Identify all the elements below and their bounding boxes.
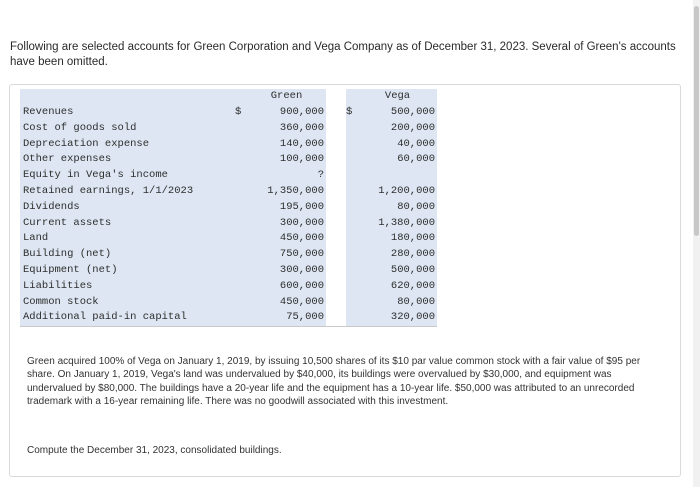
- column-gap: [326, 184, 346, 200]
- vega-currency-symbol: [346, 168, 360, 184]
- vega-currency-symbol: [346, 137, 360, 153]
- vega-value: 500,000: [360, 263, 437, 279]
- green-value: 75,000: [249, 310, 326, 326]
- column-gap: [326, 200, 346, 216]
- green-currency-symbol: [235, 279, 249, 295]
- green-currency-symbol: $: [235, 105, 249, 121]
- vega-currency-symbol: [346, 152, 360, 168]
- column-gap: [326, 152, 346, 168]
- intro-text: Following are selected accounts for Green Corporation and Vega Company as of December 31, 2023. Several of Green's accounts have been omitted.: [10, 41, 676, 68]
- green-value: 300,000: [249, 216, 326, 232]
- table-row: [20, 152, 437, 168]
- vega-currency-symbol: [346, 279, 360, 295]
- green-currency-symbol: [235, 247, 249, 263]
- table-row: [20, 184, 437, 200]
- row-label: Depreciation expense: [20, 137, 235, 153]
- header-gap: [326, 89, 346, 105]
- table-row: [20, 137, 437, 153]
- acquisition-note: Green acquired 100% of Vega on January 1, 2019, by issuing 10,500 shares of its $10 par value common stock with a fair value of $95 per share. On January 1, 2019, Vega's land was undervalued by $40,000, its buildings were overvalued by $30,000, and equipment was undervalued by $80,000. The buildings have a 20-year life and the equipment has a 10-year life. $50,000 was attributed to an unrecorded trademark with a 16-year remaining life. There was no goodwill associated with this investment.: [27, 356, 641, 408]
- table-row: [20, 310, 437, 326]
- column-gap: [326, 105, 346, 121]
- green-currency-symbol: [235, 200, 249, 216]
- green-currency-symbol: [235, 216, 249, 232]
- vega-currency-symbol: [346, 216, 360, 232]
- green-currency-symbol: [235, 121, 249, 137]
- vega-value: 1,380,000: [360, 216, 437, 232]
- row-label: Current assets: [20, 216, 235, 232]
- green-value: 1,350,000: [249, 184, 326, 200]
- vega-currency-symbol: [346, 200, 360, 216]
- row-label: Equity in Vega's income: [20, 168, 235, 184]
- column-gap: [326, 216, 346, 232]
- green-currency-symbol: [235, 184, 249, 200]
- row-label: Additional paid-in capital: [20, 310, 235, 326]
- column-gap: [326, 247, 346, 263]
- row-label: Land: [20, 231, 235, 247]
- green-value: 750,000: [249, 247, 326, 263]
- green-value: 450,000: [249, 231, 326, 247]
- vega-value: 80,000: [360, 200, 437, 216]
- row-label: Equipment (net): [20, 263, 235, 279]
- green-currency-symbol: [235, 295, 249, 311]
- table-row: [20, 105, 437, 121]
- green-value: 600,000: [249, 279, 326, 295]
- vega-value: 80,000: [360, 295, 437, 311]
- column-gap: [326, 279, 346, 295]
- green-currency-symbol: [235, 310, 249, 326]
- row-label: Common stock: [20, 295, 235, 311]
- table-row: [20, 168, 437, 184]
- vega-currency-symbol: $: [346, 105, 360, 121]
- vega-currency-symbol: [346, 231, 360, 247]
- vega-value: 280,000: [360, 247, 437, 263]
- header-vega-sym-cell: [346, 89, 360, 105]
- vega-value: 60,000: [360, 152, 437, 168]
- row-label: Dividends: [20, 200, 235, 216]
- column-gap: [326, 168, 346, 184]
- green-currency-symbol: [235, 137, 249, 153]
- table-row: [20, 247, 437, 263]
- row-label: Liabilities: [20, 279, 235, 295]
- column-gap: [326, 263, 346, 279]
- table-header-row: [20, 89, 437, 105]
- table-row: [20, 200, 437, 216]
- column-gap: [326, 231, 346, 247]
- green-currency-symbol: [235, 168, 249, 184]
- column-gap: [326, 121, 346, 137]
- vega-value: 320,000: [360, 310, 437, 326]
- green-value: 100,000: [249, 152, 326, 168]
- green-value: ?: [249, 168, 326, 184]
- task-prompt: Compute the December 31, 2023, consolidated buildings.: [27, 445, 282, 456]
- green-currency-symbol: [235, 263, 249, 279]
- header-vega: Vega: [360, 89, 437, 105]
- table-row: [20, 295, 437, 311]
- table-row: [20, 216, 437, 232]
- vega-currency-symbol: [346, 310, 360, 326]
- vega-currency-symbol: [346, 184, 360, 200]
- vega-value: 200,000: [360, 121, 437, 137]
- green-value: 450,000: [249, 295, 326, 311]
- table-row: [20, 121, 437, 137]
- green-value: 140,000: [249, 137, 326, 153]
- vega-currency-symbol: [346, 263, 360, 279]
- scrollbar-thumb[interactable]: [694, 6, 699, 236]
- green-value: 900,000: [249, 105, 326, 121]
- vega-value: 40,000: [360, 137, 437, 153]
- vega-currency-symbol: [346, 247, 360, 263]
- row-label: Building (net): [20, 247, 235, 263]
- green-value: 195,000: [249, 200, 326, 216]
- row-label: Retained earnings, 1/1/2023: [20, 184, 235, 200]
- column-gap: [326, 295, 346, 311]
- column-gap: [326, 310, 346, 326]
- scrollbar-track[interactable]: [693, 0, 700, 487]
- row-label: Other expenses: [20, 152, 235, 168]
- header-label-cell: [20, 89, 235, 105]
- table-row: [20, 279, 437, 295]
- table-row: [20, 231, 437, 247]
- vega-value: 620,000: [360, 279, 437, 295]
- column-gap: [326, 137, 346, 153]
- green-currency-symbol: [235, 152, 249, 168]
- green-currency-symbol: [235, 231, 249, 247]
- vega-value: 500,000: [360, 105, 437, 121]
- vega-value: [360, 168, 437, 184]
- green-value: 300,000: [249, 263, 326, 279]
- row-label: Revenues: [20, 105, 235, 121]
- header-green-sym-cell: [235, 89, 249, 105]
- vega-value: 1,200,000: [360, 184, 437, 200]
- green-value: 360,000: [249, 121, 326, 137]
- vega-value: 180,000: [360, 231, 437, 247]
- vega-currency-symbol: [346, 121, 360, 137]
- table-row: [20, 263, 437, 279]
- accounts-table-container: [20, 89, 437, 327]
- accounts-table: [20, 89, 437, 327]
- vega-currency-symbol: [346, 295, 360, 311]
- header-green: Green: [249, 89, 326, 105]
- row-label: Cost of goods sold: [20, 121, 235, 137]
